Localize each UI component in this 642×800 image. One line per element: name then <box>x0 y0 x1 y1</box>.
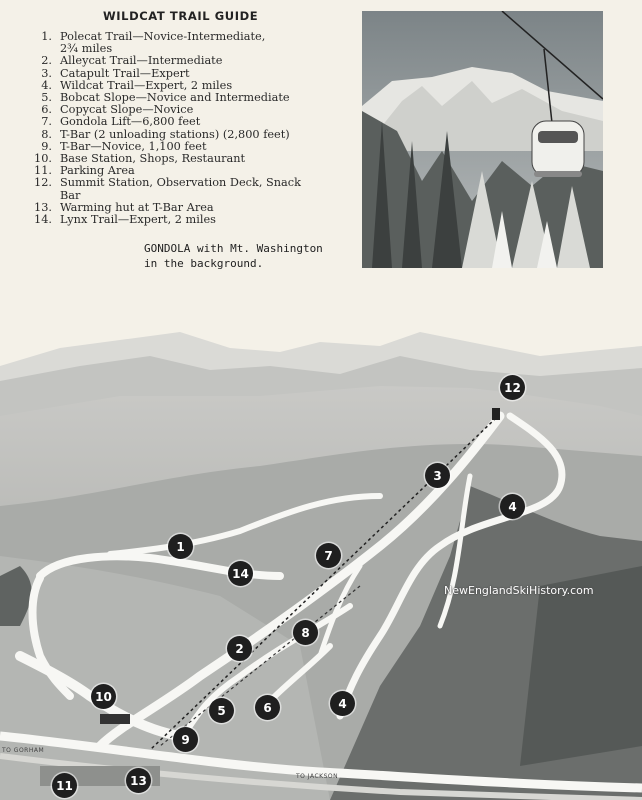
legend-item-text: Copycat Slope—Novice <box>60 103 194 117</box>
caption-line-2: in the background. <box>144 257 264 270</box>
site-watermark: NewEnglandSkiHistory.com <box>444 584 594 597</box>
legend-item <box>30 214 350 226</box>
road-label-gorham: TO GORHAM <box>2 747 45 754</box>
photo-caption <box>144 241 364 271</box>
legend-item-number: 6. <box>41 103 52 117</box>
trail-marker-9: 9 <box>173 727 198 752</box>
trail-marker-1: 1 <box>168 534 193 559</box>
legend-item-text: Bobcat Slope—Novice and Intermediate <box>60 91 290 105</box>
trail-marker-7: 7 <box>316 543 341 568</box>
caption-line-1: GONDOLA with Mt. Washington <box>144 242 323 255</box>
gondola-photo-illustration <box>362 11 603 268</box>
legend-item-number: 14. <box>34 213 52 227</box>
legend-item-number: 5. <box>41 91 52 105</box>
legend-item-number: 9. <box>41 139 52 153</box>
legend-item-text: Parking Area <box>60 164 135 178</box>
trail-marker-4-upper: 4 <box>500 494 525 519</box>
legend-item-text: Base Station, Shops, Restaurant <box>60 152 246 166</box>
trail-marker-6: 6 <box>255 695 280 720</box>
legend-item-text: Warming hut at T-Bar Area <box>60 200 214 214</box>
trail-marker-12: 12 <box>500 375 525 400</box>
legend-item-number: 7. <box>41 115 52 129</box>
legend-item-number: 4. <box>41 78 52 92</box>
legend-item-number: 3. <box>41 66 52 80</box>
legend-item-text: Bar <box>60 188 81 202</box>
trail-marker-4-lower: 4 <box>330 691 355 716</box>
legend-item-text: Summit Station, Observation Deck, Snack <box>60 176 301 190</box>
trail-marker-10: 10 <box>91 684 116 709</box>
legend-item-text: T-Bar (2 unloading stations) (2,800 feet) <box>60 127 290 141</box>
trail-marker-11: 11 <box>52 773 77 798</box>
gondola-photo <box>362 11 603 268</box>
legend-item-number: 8. <box>41 127 52 141</box>
legend-item-number: 13. <box>34 200 52 214</box>
trail-marker-5: 5 <box>209 698 234 723</box>
guide-title: WILDCAT TRAIL GUIDE <box>103 9 259 23</box>
legend-item-text: Lynx Trail—Expert, 2 miles <box>60 213 216 227</box>
legend-item-number: 2. <box>41 54 52 68</box>
legend-item-text: Polecat Trail—Novice-Intermediate, <box>60 30 266 43</box>
legend-item-text: Gondola Lift—6,800 feet <box>60 115 201 129</box>
legend-item-number: 1. <box>41 30 52 43</box>
trail-marker-14: 14 <box>228 561 253 586</box>
legend-item-text: Alleycat Trail—Intermediate <box>60 54 223 68</box>
road-label-jackson: TO JACKSON <box>296 773 339 780</box>
legend-item-number: 10. <box>34 152 52 166</box>
legend-item-text: Wildcat Trail—Expert, 2 miles <box>60 78 233 92</box>
legend-item-text: T-Bar—Novice, 1,100 feet <box>60 139 207 153</box>
trail-marker-13: 13 <box>126 768 151 793</box>
legend-item-text: 2¾ miles <box>60 42 113 56</box>
trail-marker-8: 8 <box>293 620 318 645</box>
trail-legend <box>30 31 350 226</box>
trail-marker-3: 3 <box>425 463 450 488</box>
legend-item-text: Catapult Trail—Expert <box>60 66 190 80</box>
legend-item-number: 11. <box>34 164 52 178</box>
trail-marker-2: 2 <box>227 636 252 661</box>
legend-item-number: 12. <box>34 176 52 190</box>
